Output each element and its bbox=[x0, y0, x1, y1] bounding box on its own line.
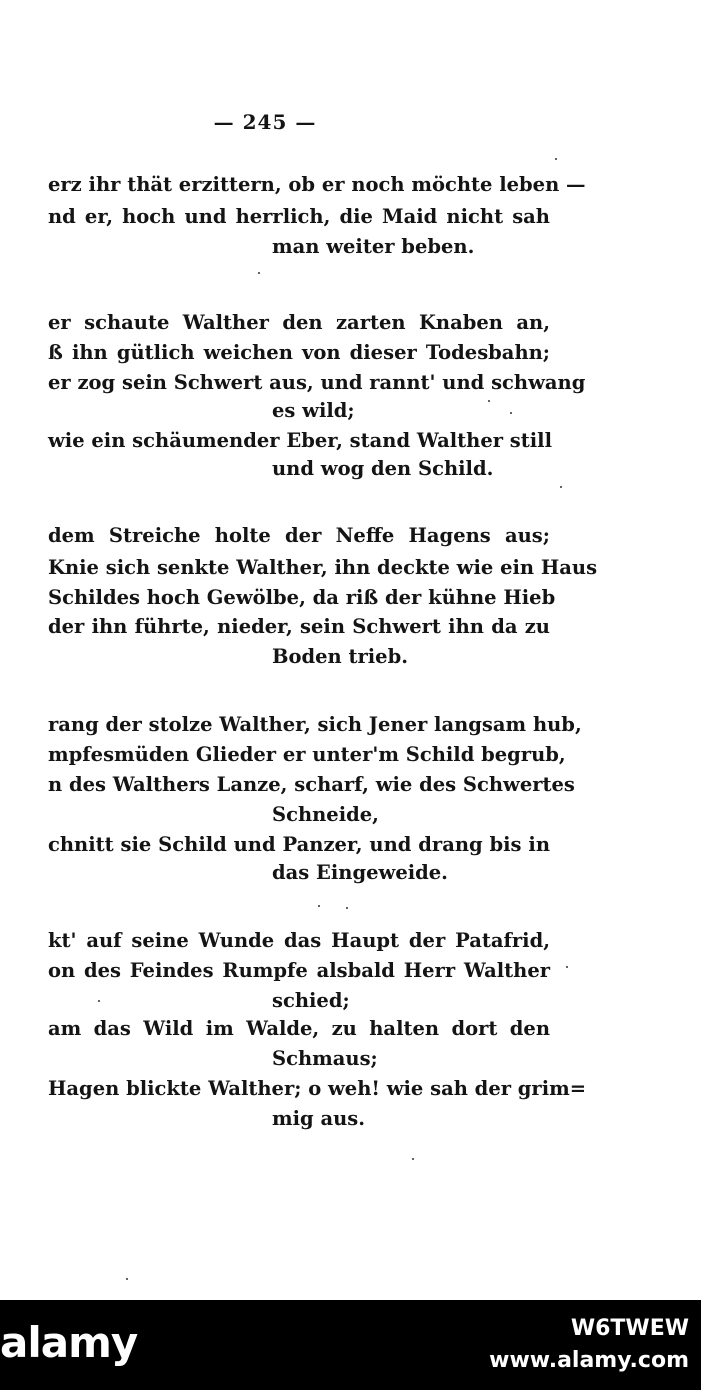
verse-line-continuation: Boden trieb. bbox=[272, 645, 409, 668]
ink-speck bbox=[346, 907, 348, 909]
verse-line: er zog sein Schwert aus, und rannt' und schwang bbox=[48, 371, 586, 394]
verse-line: am das Wild im Walde, zu halten dort den bbox=[48, 1017, 550, 1040]
verse-line: mpfesmüden Glieder er unter'm Schild begrub, bbox=[48, 743, 566, 766]
image-id: W6TWEW bbox=[570, 1316, 689, 1341]
ink-speck bbox=[566, 966, 568, 968]
verse-line: er schaute Walther den zarten Knaben an, bbox=[48, 311, 550, 334]
verse-line-continuation: und wog den Schild. bbox=[272, 457, 494, 480]
verse-line: wie ein schäumender Eber, stand Walther still bbox=[48, 429, 553, 452]
ink-speck bbox=[555, 158, 557, 160]
verse-line: kt' auf seine Wunde das Haupt der Patafrid, bbox=[48, 929, 550, 952]
verse-line-continuation: Schneide, bbox=[272, 803, 379, 826]
alamy-logo: alamy bbox=[0, 1318, 138, 1367]
ink-speck bbox=[258, 272, 260, 274]
verse-line: nd er, hoch und herrlich, die Maid nicht sah bbox=[48, 205, 550, 228]
verse-line: Knie sich senkte Walther, ihn deckte wie ein Haus bbox=[48, 556, 598, 579]
verse-line: chnitt sie Schild und Panzer, und drang bis in bbox=[48, 833, 550, 856]
verse-line-continuation: mig aus. bbox=[272, 1107, 366, 1130]
ink-speck bbox=[488, 400, 490, 402]
site-url: www.alamy.com bbox=[489, 1348, 689, 1373]
verse-line: erz ihr thät erzittern, ob er noch möchte leben — bbox=[48, 173, 586, 196]
ink-speck bbox=[560, 486, 562, 488]
verse-line: Hagen blickte Walther; o weh! wie sah der grim= bbox=[48, 1077, 587, 1100]
verse-line: n des Walthers Lanze, scharf, wie des Schwertes bbox=[48, 773, 575, 796]
ink-speck bbox=[98, 1000, 100, 1002]
ink-speck bbox=[126, 1278, 128, 1280]
verse-line-continuation: schied; bbox=[272, 989, 350, 1012]
verse-line-continuation: Schmaus; bbox=[272, 1047, 378, 1070]
verse-line: Schildes hoch Gewölbe, da riß der kühne Hieb bbox=[48, 586, 556, 609]
ink-speck bbox=[318, 905, 320, 907]
verse-line-continuation: man weiter beben. bbox=[272, 235, 475, 258]
verse-line-continuation: es wild; bbox=[272, 399, 355, 422]
ink-speck bbox=[510, 412, 512, 414]
verse-line: rang der stolze Walther, sich Jener langsam hub, bbox=[48, 713, 582, 736]
verse-line: ß ihn gütlich weichen von dieser Todesbahn; bbox=[48, 341, 550, 364]
verse-line-continuation: das Eingeweide. bbox=[272, 861, 448, 884]
page-number: — 245 — bbox=[213, 110, 317, 134]
ink-speck bbox=[412, 1158, 414, 1160]
verse-line: on des Feindes Rumpfe alsbald Herr Walther bbox=[48, 959, 550, 982]
verse-line: dem Streiche holte der Neffe Hagens aus; bbox=[48, 524, 550, 547]
verse-line: der ihn führte, nieder, sein Schwert ihn da zu bbox=[48, 615, 550, 638]
